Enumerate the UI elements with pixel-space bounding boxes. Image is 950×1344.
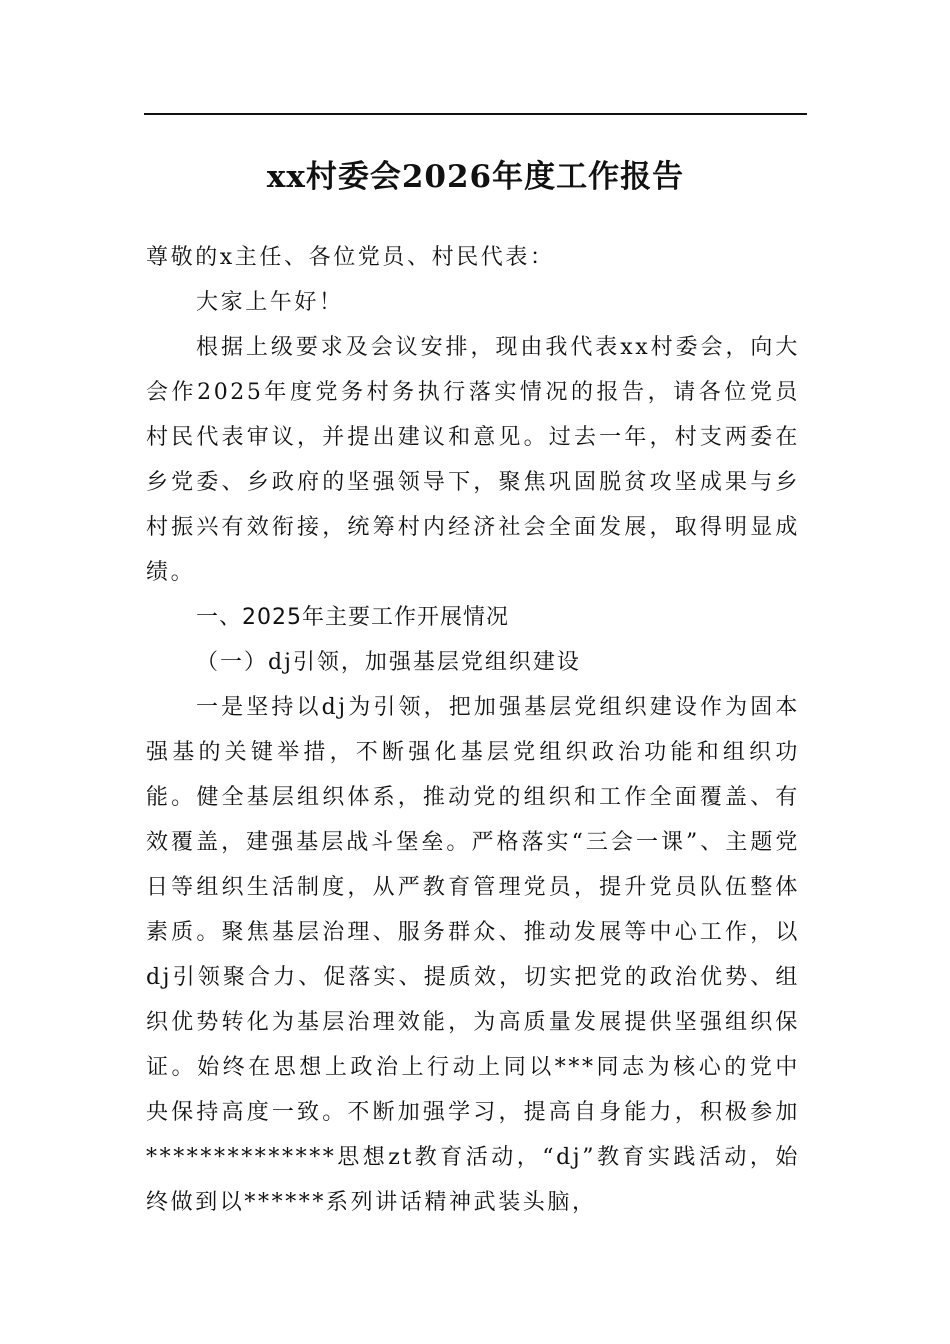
body-paragraph: 一是坚持以dj为引领，把加强基层党组织建设作为固本强基的关键举措，不断强化基层党组织政治功能和组织功能。健全基层组织体系，推动党的组织和工作全面覆盖、有效覆盖，建强基层战斗堡垒。严格落实“三会一课”、主题党日等组织生活制度，从严教育管理党员，提升党员队伍整体素质。聚焦基层治理、服务群众、推动发展等中心工作，以dj引领聚合力、促落实、提质效，切实把党的政治优势、组织优势转化为基层治理效能，为高质量发展提供坚强组织保证。始终在思想上政治上行动上同以***同志为核心的党中央保持高度一致。不断加强学习，提高自身能力，积极参加**************思想zt教育活动，“dj”教育实践活动，始终做到以******系列讲话精神武装头脑， (146, 695, 800, 1215)
document-body (146, 235, 800, 1225)
salutation: 尊敬的x主任、各位党员、村民代表： (146, 245, 555, 270)
document-title: xx村委会2026年度工作报告 (266, 159, 685, 195)
intro-paragraph: 根据上级要求及会议安排，现由我代表xx村委会，向大会作2025年度党务村务执行落实情况的报告，请各位党员村民代表审议，并提出建议和意见。过去一年，村支两委在乡党委、乡政府的坚强领导下，聚焦巩固脱贫攻坚成果与乡村振兴有效衔接，统筹村内经济社会全面发展，取得明显成绩。 (146, 335, 800, 585)
subsection-heading: （一）dj引领，加强基层党组织建设 (196, 650, 581, 675)
section-heading: 一、2025年主要工作开展情况 (196, 605, 509, 630)
header-rule (144, 113, 807, 115)
greeting: 大家上午好！ (196, 290, 344, 315)
